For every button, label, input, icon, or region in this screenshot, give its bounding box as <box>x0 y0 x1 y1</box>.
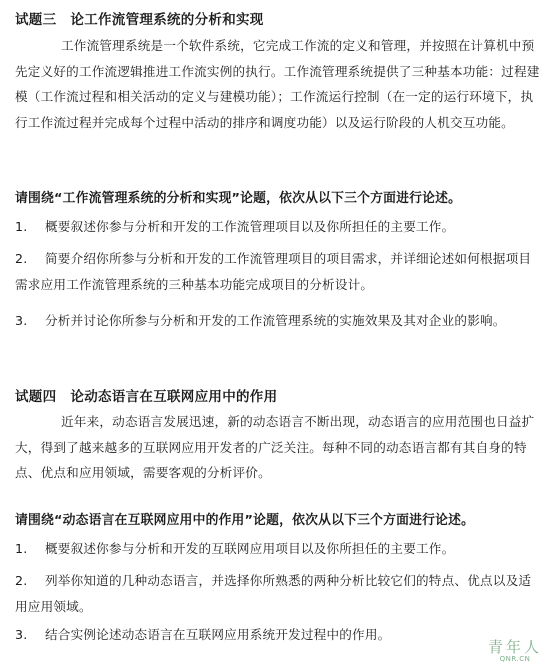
question-4-number: 试题四 <box>15 389 57 405</box>
question-4-instruction: 请围绕“动态语言在互联网应用中的作用”论题，依次从以下三个方面进行论述。 <box>15 513 475 528</box>
item-number: 1. <box>15 219 28 234</box>
question-3-paragraph <box>15 33 541 135</box>
item-text: 结合实例论述动态语言在互联网应用系统开发过程中的作用。 <box>45 627 391 642</box>
item-text: 概要叙述你参与分析和开发的互联网应用项目以及你所担任的主要工作。 <box>45 541 455 556</box>
question-3-item <box>15 246 541 297</box>
question-3-item <box>15 214 541 240</box>
item-number: 1. <box>15 541 28 556</box>
item-text: 分析并讨论你所参与分析和开发的工作流管理系统的实施效果及其对企业的影响。 <box>45 313 506 328</box>
item-text: 概要叙述你参与分析和开发的工作流管理项目以及你所担任的主要工作。 <box>45 219 455 234</box>
question-3-title: 论工作流管理系统的分析和实现 <box>70 12 264 28</box>
question-4-item <box>15 536 541 562</box>
question-3-instruction: 请围绕“工作流管理系统的分析和实现”论题，依次从以下三个方面进行论述。 <box>15 191 462 206</box>
item-text: 列举你知道的几种动态语言，并选择你所熟悉的两种分析比较它们的特点、优点以及适用应用领域。 <box>15 573 532 614</box>
item-number: 2. <box>15 573 28 588</box>
question-4-heading <box>15 385 277 405</box>
item-number: 2. <box>15 251 28 266</box>
question-3-number: 试题三 <box>15 12 57 28</box>
question-4-item <box>15 622 541 648</box>
item-number: 3. <box>15 313 28 328</box>
question-4-paragraph-text: 近年来，动态语言发展迅速，新的动态语言不断出现，动态语言的应用范围也日益扩大，得到了越来越多的互联网应用开发者的广泛关注。每种不同的动态语言都有其自身的特点、优点和应用领域，需要客观的分析评价。 <box>15 414 535 480</box>
question-3-paragraph-text: 工作流管理系统是一个软件系统，它完成工作流的定义和管理，并按照在计算机中预先定义好的工作流逻辑推进工作流实例的执行。工作流管理系统提供了三种基本功能：过程建模（工作流过程和相关活动的定义与建模功能）；工作流运行控制（在一定的运行环境下，执行工作流过程并完成每个过程中活动的排序和调度功能）以及运行阶段的人机交互功能。 <box>15 38 540 130</box>
question-3-heading <box>15 8 264 28</box>
question-4-item <box>15 568 541 619</box>
watermark-domain: QNR.CN <box>499 655 531 663</box>
question-4-title: 论动态语言在互联网应用中的作用 <box>70 389 278 405</box>
item-number: 3. <box>15 627 28 642</box>
question-4-paragraph <box>15 409 541 486</box>
site-watermark-logo <box>488 636 542 663</box>
watermark-text: 青年人 <box>487 638 542 656</box>
item-text: 简要介绍你所参与分析和开发的工作流管理项目的项目需求，并详细论述如何根据项目需求应用工作流管理系统的三种基本功能完成项目的分析设计。 <box>15 251 532 292</box>
question-3-item <box>15 308 541 334</box>
